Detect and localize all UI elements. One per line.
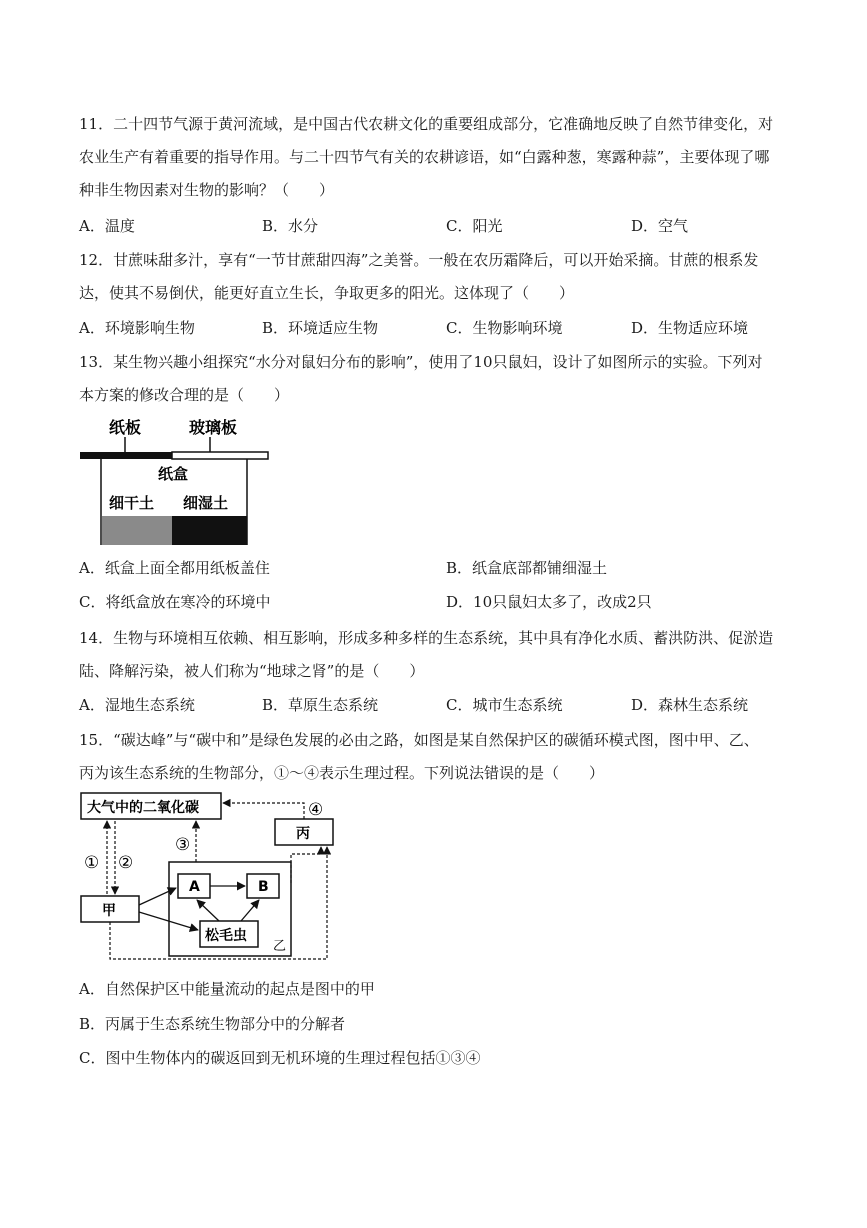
jia-to-a-arrow <box>139 888 176 905</box>
q11-option-b: B．水分 <box>262 217 319 235</box>
cardboard-label: 纸板 <box>109 418 142 437</box>
process-4-label: ④ <box>308 800 324 820</box>
q14-line-2: 陆、降解污染，被人们称为“地球之肾”的是（ ） <box>79 662 425 680</box>
q13-experiment-figure <box>79 412 271 546</box>
caterpillar-to-a-arrow <box>197 900 219 921</box>
q12-option-c: C．生物影响环境 <box>446 319 563 337</box>
node-b-label: B <box>258 879 269 895</box>
q14-option-d: D．森林生态系统 <box>631 696 749 714</box>
process-2-label: ② <box>118 853 134 873</box>
dry-soil-layer <box>102 516 172 545</box>
bing-label: 丙 <box>296 826 310 842</box>
q13-line-1: 13．某生物兴趣小组探究“水分对鼠妇分布的影响”，使用了10只鼠妇，设计了如图所示的实验。下列对 <box>79 353 763 371</box>
q15-option-a: A．自然保护区中能量流动的起点是图中的甲 <box>79 980 375 998</box>
box-label: 纸盒 <box>158 465 189 483</box>
node-a-label: A <box>189 879 200 895</box>
q11-option-a: A．温度 <box>79 217 135 235</box>
q14-option-c: C．城市生态系统 <box>446 696 563 714</box>
jia-label: 甲 <box>102 903 116 919</box>
q15-option-c: C．图中生物体内的碳返回到无机环境的生理过程包括①③④ <box>79 1049 481 1067</box>
dry-soil-label: 细干土 <box>109 494 155 512</box>
q14-option-a: A．湿地生态系统 <box>79 696 195 714</box>
q11-option-c: C．阳光 <box>446 217 503 235</box>
q15-option-b: B．丙属于生态系统生物部分中的分解者 <box>79 1015 346 1033</box>
q11-line-1: 11．二十四节气源于黄河流域，是中国古代农耕文化的重要组成部分，它准确地反映了自然节律变化，对 <box>79 115 774 133</box>
cardboard-cover <box>80 452 172 459</box>
q15-line-2: 丙为该生态系统的生物部分，①～④表示生理过程。下列说法错误的是（ ） <box>79 764 605 782</box>
q12-option-b: B．环境适应生物 <box>262 319 379 337</box>
caterpillar-to-b-arrow <box>241 900 259 921</box>
q15-line-1: 15．“碳达峰”与“碳中和”是绿色发展的必由之路，如图是某自然保护区的碳循环模式图，图中甲、乙、 <box>79 731 759 749</box>
yi-to-bing-arrow <box>291 847 321 883</box>
q14-line-1: 14．生物与环境相互依赖、相互影响，形成多种多样的生态系统，其中具有净化水质、蓄洪防洪、促淤造 <box>79 629 774 647</box>
q13-option-b: B．纸盒底部都铺细湿土 <box>446 559 608 577</box>
atmosphere-co2-label: 大气中的二氧化碳 <box>87 800 199 816</box>
q11-line-2: 农业生产有着重要的指导作用。与二十四节气有关的农耕谚语，如“白露种葱，寒露种蒜”，主要体现了哪 <box>79 148 770 166</box>
q12-line-1: 12．甘蔗味甜多汁，享有“一节甘蔗甜四海”之美誉。一般在农历霜降后，可以开始采摘。甘蔗的根系发 <box>79 251 759 269</box>
process-3-label: ③ <box>175 835 191 855</box>
yi-label: 乙 <box>273 939 287 954</box>
q12-option-d: D．生物适应环境 <box>631 319 749 337</box>
glass-label: 玻璃板 <box>189 418 238 437</box>
q11-line-3: 种非生物因素对生物的影响？（ ） <box>79 181 335 199</box>
q12-option-a: A．环境影响生物 <box>79 319 195 337</box>
process-1-label: ① <box>84 853 100 873</box>
wet-soil-layer <box>172 516 247 545</box>
glass-cover <box>172 452 268 459</box>
q15-carbon-cycle-figure <box>79 788 341 964</box>
process-4-arrow <box>223 803 304 819</box>
wet-soil-label: 细湿土 <box>183 494 229 512</box>
q13-option-a: A．纸盒上面全都用纸板盖住 <box>79 559 270 577</box>
q11-option-d: D．空气 <box>631 217 689 235</box>
q12-line-2: 达，使其不易倒伏，能更好直立生长，争取更多的阳光。这体现了（ ） <box>79 284 575 302</box>
q14-option-b: B．草原生态系统 <box>262 696 379 714</box>
q13-option-c: C．将纸盒放在寒冷的环境中 <box>79 593 271 611</box>
q13-option-d: D．10只鼠妇太多了，改成2只 <box>446 593 652 611</box>
caterpillar-label: 松毛虫 <box>205 928 247 944</box>
q13-line-2: 本方案的修改合理的是（ ） <box>79 386 290 404</box>
